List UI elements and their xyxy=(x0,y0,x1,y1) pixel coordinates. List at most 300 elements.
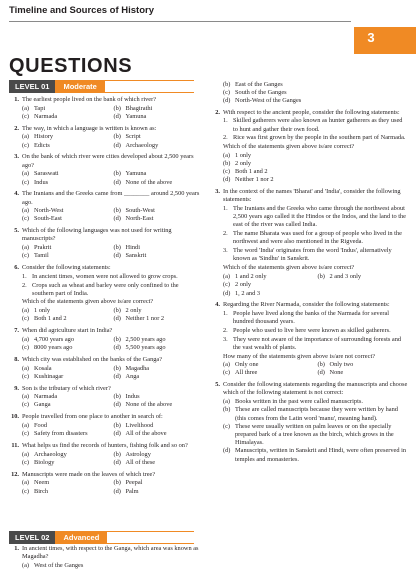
option-text: Hindi xyxy=(125,244,140,252)
page-number: 3 xyxy=(367,30,375,45)
option-letter: (b) xyxy=(317,361,325,369)
option-letter: (c) xyxy=(223,88,231,96)
option-text: Prakrit xyxy=(34,244,52,252)
statement-number: 1. xyxy=(223,310,228,318)
answer-option xyxy=(318,369,409,377)
question-item xyxy=(9,356,201,381)
option-letter: (b) xyxy=(113,104,121,112)
question-prompt: Which of the statements given above is/are correct? xyxy=(223,263,355,271)
question-item xyxy=(9,227,201,260)
question-item xyxy=(210,80,408,105)
answer-option xyxy=(114,113,202,121)
option-letter: (a) xyxy=(223,361,231,369)
option-letter: (b) xyxy=(113,335,121,343)
statement-number: 2. xyxy=(223,134,228,142)
option-text: East of the Ganges xyxy=(235,80,283,88)
answer-option xyxy=(114,336,202,344)
question-body xyxy=(22,96,201,121)
answer-option xyxy=(22,393,110,401)
option-text: 5,500 years ago xyxy=(125,344,166,352)
option-text: Only two xyxy=(329,361,354,369)
level-name: Moderate xyxy=(55,80,104,93)
answer-option xyxy=(22,244,110,252)
option-text: Ganga xyxy=(34,401,51,409)
options-grid xyxy=(22,207,201,223)
question-body xyxy=(223,109,408,185)
statement-item xyxy=(223,310,408,326)
answer-option xyxy=(114,105,202,113)
answer-option xyxy=(223,273,314,281)
option-text: Both 1 and 2 xyxy=(34,315,67,323)
question-item xyxy=(9,96,201,121)
level-label: LEVEL 02 xyxy=(9,531,55,544)
option-letter: (d) xyxy=(223,289,231,297)
answer-option xyxy=(22,562,201,570)
question-text: In ancient times, with respect to the Ganga, which area was known as Magadha? xyxy=(22,545,199,561)
answer-option xyxy=(114,488,202,496)
option-text: These were usually written on palm leaves or on the specially prepared bark of a tree known as the birch, which grows in the Himalayas. xyxy=(235,422,394,447)
option-text: 1 and 2 only xyxy=(235,272,267,280)
option-text: Both 1 and 2 xyxy=(235,168,268,176)
option-text: 2 only xyxy=(235,280,252,288)
statement-text: People have lived along the banks of the Narmada for several hundred thousand years. xyxy=(233,310,390,326)
option-letter: (b) xyxy=(317,272,325,280)
option-letter: (b) xyxy=(113,421,121,429)
option-letter: (b) xyxy=(113,393,121,401)
option-text: 2,500 years ago xyxy=(125,335,166,343)
statement-number: 3. xyxy=(223,247,228,255)
answer-option xyxy=(223,447,408,463)
options-grid xyxy=(223,361,408,377)
option-text: Food xyxy=(34,421,48,429)
question-number: 4. xyxy=(14,190,19,198)
option-text: Tamil xyxy=(34,252,49,260)
options-grid xyxy=(22,336,201,352)
option-letter: (a) xyxy=(22,393,30,401)
statement-text: In ancient times, women were not allowed to grow crops. xyxy=(32,272,178,280)
option-text: Saraswati xyxy=(34,170,59,178)
question-prompt: Which of the statements given above is/are correct? xyxy=(223,143,355,151)
option-text: South-West xyxy=(125,207,155,215)
answer-option xyxy=(22,142,110,150)
option-text: 2 and 3 only xyxy=(329,272,362,280)
option-text: Palm xyxy=(125,487,139,495)
answer-option xyxy=(22,459,110,467)
option-text: 1 only xyxy=(235,151,252,159)
question-item xyxy=(9,413,201,438)
level-rule xyxy=(105,80,194,93)
question-prompt: Which of the statements given above is/are correct? xyxy=(22,298,154,306)
answer-option xyxy=(114,393,202,401)
statement-item xyxy=(223,205,408,230)
option-letter: (b) xyxy=(113,170,121,178)
statement-text: Rice was first grown by the people in the southern part of Narmada. xyxy=(233,134,406,142)
section-title: QUESTIONS xyxy=(9,55,133,77)
option-text: Biology xyxy=(34,458,55,466)
options-grid xyxy=(22,451,201,467)
answer-option xyxy=(223,423,408,448)
question-item xyxy=(9,545,201,570)
answer-option xyxy=(223,89,408,97)
statement-number: 1. xyxy=(223,117,228,125)
option-letter: (d) xyxy=(113,252,121,260)
question-text: With respect to the ancient people, consider the following statements: xyxy=(223,108,400,116)
options-grid xyxy=(223,273,408,289)
answer-option xyxy=(114,215,202,223)
option-letter: (a) xyxy=(22,207,30,215)
question-body xyxy=(22,327,201,352)
question-body xyxy=(22,413,201,438)
option-letter: (c) xyxy=(22,372,30,380)
question-text: On the bank of which river were cities developed about 2,500 years ago? xyxy=(22,153,194,169)
option-letter: (c) xyxy=(223,280,231,288)
question-number: 12. xyxy=(11,470,19,478)
answer-option xyxy=(22,365,110,373)
options-list xyxy=(223,152,408,185)
option-text: Tapi xyxy=(34,104,46,112)
answer-option xyxy=(223,369,314,377)
question-body xyxy=(22,442,201,467)
question-item xyxy=(9,264,201,323)
option-letter: (a) xyxy=(223,398,231,406)
option-letter: (b) xyxy=(113,133,121,141)
statement-item xyxy=(22,282,201,298)
option-letter: (c) xyxy=(223,422,231,430)
option-text: Archaeology xyxy=(125,141,159,149)
question-item xyxy=(9,471,201,496)
answer-option xyxy=(114,430,202,438)
option-text: History xyxy=(34,133,54,141)
answer-option xyxy=(22,422,110,430)
option-text: West of the Ganges xyxy=(34,561,84,569)
answer-option xyxy=(318,273,409,281)
option-text: North-West of the Ganges xyxy=(235,96,302,104)
answer-option xyxy=(22,373,110,381)
answer-option xyxy=(22,430,110,438)
question-prompt: How many of the statements given above is/are not correct? xyxy=(223,352,376,360)
answer-option xyxy=(22,344,110,352)
question-item xyxy=(9,442,201,467)
option-letter: (d) xyxy=(223,96,231,104)
question-item xyxy=(210,381,408,464)
question-number: 5. xyxy=(14,227,19,235)
option-text: Yamuna xyxy=(125,112,147,120)
option-letter: (a) xyxy=(22,244,30,252)
answer-option xyxy=(223,152,408,160)
option-text: Narmada xyxy=(34,112,58,120)
option-text: Bhagirathi xyxy=(125,104,153,112)
question-text: Son is the tributary of which river? xyxy=(22,384,111,392)
answer-option xyxy=(22,336,110,344)
option-text: Edicts xyxy=(34,141,50,149)
question-text: Which of the following languages was not used for writing manuscripts? xyxy=(22,227,172,243)
question-item xyxy=(9,125,201,150)
option-letter: (c) xyxy=(22,252,30,260)
question-body xyxy=(22,356,201,381)
option-letter: (c) xyxy=(22,401,30,409)
option-letter: (c) xyxy=(22,344,30,352)
question-body xyxy=(22,545,201,570)
level-name: Advanced xyxy=(55,531,107,544)
option-text: 1 only xyxy=(34,307,51,315)
question-item xyxy=(210,301,408,377)
answer-option xyxy=(114,252,202,260)
question-text: Which city was established on the banks of the Ganga? xyxy=(22,355,163,363)
option-text: Magadha xyxy=(125,364,150,372)
option-text: Sanskrit xyxy=(125,252,147,260)
statement-item xyxy=(223,117,408,133)
answer-option xyxy=(22,113,110,121)
option-letter: (d) xyxy=(113,372,121,380)
answer-option xyxy=(22,133,110,141)
statement-item xyxy=(223,327,408,335)
answer-option xyxy=(22,170,110,178)
options-list xyxy=(223,81,408,106)
option-letter: (b) xyxy=(113,364,121,372)
question-item xyxy=(9,153,201,186)
question-number: 1. xyxy=(14,96,19,103)
option-letter: (c) xyxy=(223,369,231,377)
question-number: 2. xyxy=(215,108,220,116)
statement-text: The name Bharata was used for a group of people who lived in the northwest and were also mentioned in the Rigveda. xyxy=(233,230,402,246)
option-text: None of the above xyxy=(125,178,173,186)
question-body xyxy=(22,471,201,496)
answer-option xyxy=(22,451,110,459)
question-item xyxy=(9,385,201,410)
level-banner-1 xyxy=(9,80,194,93)
option-text: Safety from disasters xyxy=(34,430,88,438)
level-rule xyxy=(107,531,194,544)
answer-option xyxy=(114,373,202,381)
option-letter: (c) xyxy=(22,315,30,323)
statement-number: 1. xyxy=(223,205,228,213)
statement-text: Crops such as wheat and barley were only confined to the southern part of India. xyxy=(32,281,179,297)
option-letter: (d) xyxy=(113,141,121,149)
option-letter: (c) xyxy=(22,458,30,466)
answer-option xyxy=(22,252,110,260)
option-letter: (a) xyxy=(22,104,30,112)
question-text: In the context of the names 'Bharat' and 'India', consider the following statements: xyxy=(223,188,401,204)
answer-option xyxy=(22,401,110,409)
question-number: 4. xyxy=(215,301,220,309)
option-text: Neem xyxy=(34,479,50,487)
option-letter: (b) xyxy=(223,80,231,88)
option-text: Livelihood xyxy=(125,421,154,429)
question-item xyxy=(9,327,201,352)
option-letter: (a) xyxy=(22,307,30,315)
option-letter: (a) xyxy=(223,151,231,159)
question-text: Manuscripts were made on the leaves of which tree? xyxy=(22,470,156,478)
chapter-title: Timeline and Sources of History xyxy=(9,5,155,16)
question-text: The earliest people lived on the bank of which river? xyxy=(22,96,157,103)
question-body xyxy=(22,227,201,260)
statement-text: The Iranians and the Greeks who came through the northwest about 2,500 years ago called it the Hindos or the Indos, and the land to the east of the river was called India. xyxy=(233,205,407,229)
statement-number: 3. xyxy=(223,335,228,343)
answer-option xyxy=(223,81,408,89)
question-text: When did agriculture start in India? xyxy=(22,327,113,335)
answer-option xyxy=(22,105,110,113)
question-body xyxy=(223,80,408,105)
option-letter: (a) xyxy=(22,421,30,429)
level-banner-2 xyxy=(9,531,194,544)
option-text: North-East xyxy=(125,215,154,223)
option-letter: (a) xyxy=(22,561,30,569)
answer-option xyxy=(223,281,314,289)
answer-option xyxy=(114,422,202,430)
answer-option xyxy=(114,307,202,315)
question-body xyxy=(22,190,201,223)
option-letter: (d) xyxy=(113,315,121,323)
option-text: Peepal xyxy=(125,479,143,487)
statement-text: People who used to live here were known as skilled gatherers. xyxy=(233,326,391,334)
statement-number: 2. xyxy=(22,281,27,289)
answer-option xyxy=(114,207,202,215)
option-letter: (d) xyxy=(113,487,121,495)
question-item xyxy=(210,188,408,298)
answer-option xyxy=(22,179,110,187)
answer-option xyxy=(318,361,409,369)
option-letter: (c) xyxy=(223,168,231,176)
option-text: Narmada xyxy=(34,393,58,401)
answer-option xyxy=(114,179,202,187)
option-text: 1, 2 and 3 xyxy=(235,289,261,297)
answer-option xyxy=(223,97,408,105)
options-grid xyxy=(22,170,201,186)
options-grid xyxy=(22,133,201,149)
answer-option xyxy=(223,168,408,176)
question-text: Regarding the River Narmada, consider the following statements: xyxy=(223,301,390,309)
option-text: All three xyxy=(235,369,258,377)
statement-text: They were not aware of the importance of surrounding forests and the vast wealth of plants. xyxy=(233,335,402,351)
option-text: Kosala xyxy=(34,364,52,372)
answer-option xyxy=(114,459,202,467)
option-text: Birch xyxy=(34,487,49,495)
options-grid xyxy=(22,244,201,260)
left-column xyxy=(9,96,201,499)
option-letter: (a) xyxy=(22,133,30,141)
statement-item xyxy=(223,336,408,352)
option-text: Manuscripts, written in Sanskrit and Hindi, were often preserved in temples and monasteries. xyxy=(235,447,407,463)
option-text: Neither 1 nor 2 xyxy=(125,315,165,323)
option-letter: (d) xyxy=(223,447,231,455)
answer-option xyxy=(114,315,202,323)
option-letter: (b) xyxy=(113,450,121,458)
option-letter: (b) xyxy=(113,207,121,215)
header-rule xyxy=(9,21,351,22)
options-list xyxy=(223,290,408,298)
option-text: 8000 years ago xyxy=(34,344,73,352)
question-body xyxy=(22,125,201,150)
option-text: None of the above xyxy=(125,401,173,409)
answer-option xyxy=(114,133,202,141)
question-number: 8. xyxy=(14,355,19,363)
answer-option xyxy=(223,290,408,298)
answer-option xyxy=(22,207,110,215)
option-letter: (c) xyxy=(22,112,30,120)
option-letter: (c) xyxy=(22,141,30,149)
question-text: What helps us find the records of hunters, fishing folk and so on? xyxy=(22,441,188,449)
option-letter: (c) xyxy=(22,487,30,495)
answer-option xyxy=(22,488,110,496)
question-number: 5. xyxy=(215,381,220,389)
option-letter: (b) xyxy=(223,406,231,414)
statement-number: 2. xyxy=(223,326,228,334)
option-letter: (a) xyxy=(22,450,30,458)
statement-number: 2. xyxy=(223,230,228,238)
question-text: Consider the following statements: xyxy=(22,264,111,272)
option-text: Indus xyxy=(34,178,49,186)
answer-option xyxy=(223,406,408,422)
option-letter: (d) xyxy=(223,176,231,184)
option-text: Books written in the past were called manuscripts. xyxy=(235,398,363,406)
answer-option xyxy=(223,361,314,369)
option-letter: (d) xyxy=(113,344,121,352)
option-letter: (a) xyxy=(223,272,231,280)
option-letter: (d) xyxy=(317,369,325,377)
answer-option xyxy=(114,451,202,459)
answer-option xyxy=(223,160,408,168)
answer-option xyxy=(114,344,202,352)
option-letter: (c) xyxy=(22,178,30,186)
option-letter: (d) xyxy=(113,458,121,466)
question-number: 10. xyxy=(11,413,19,421)
option-letter: (a) xyxy=(22,335,30,343)
option-letter: (d) xyxy=(113,178,121,186)
question-body xyxy=(223,301,408,377)
answer-option xyxy=(22,307,110,315)
question-number: 3. xyxy=(215,188,220,196)
options-grid xyxy=(22,105,201,121)
option-text: Astrology xyxy=(125,450,151,458)
option-text: Anga xyxy=(125,372,140,380)
statement-item xyxy=(223,247,408,263)
question-item xyxy=(9,190,201,223)
statement-number: 1. xyxy=(22,272,27,280)
option-text: Only one xyxy=(235,361,259,369)
page-number-tab xyxy=(354,27,416,54)
options-grid xyxy=(22,422,201,438)
option-text: All of these xyxy=(125,458,156,466)
statement-item xyxy=(223,134,408,142)
option-text: 2 only xyxy=(235,159,252,167)
question-text: The Iranians and the Greeks came from ________ around 2,500 years ago. xyxy=(22,190,200,206)
option-text: Script xyxy=(125,133,141,141)
options-grid xyxy=(22,393,201,409)
option-letter: (b) xyxy=(223,159,231,167)
option-text: South-East xyxy=(34,215,62,223)
question-number: 2. xyxy=(14,124,19,132)
option-text: Indus xyxy=(125,393,140,401)
question-number: 6. xyxy=(14,264,19,272)
statement-item xyxy=(22,273,201,281)
option-letter: (b) xyxy=(113,307,121,315)
option-text: Neither 1 nor 2 xyxy=(235,176,274,184)
question-text: People travelled from one place to another in search of: xyxy=(22,413,163,421)
right-column xyxy=(210,80,408,467)
option-letter: (a) xyxy=(22,170,30,178)
question-item xyxy=(210,109,408,185)
question-body xyxy=(22,264,201,323)
option-letter: (d) xyxy=(113,215,121,223)
answer-option xyxy=(223,176,408,184)
option-letter: (a) xyxy=(22,364,30,372)
option-letter: (c) xyxy=(22,430,30,438)
question-number: 9. xyxy=(14,384,19,392)
option-text: South of the Ganges xyxy=(235,88,287,96)
option-text: These are called manuscripts because they were written by hand (this comes from the Latin word 'manu', meaning hand). xyxy=(235,406,398,422)
question-body xyxy=(223,381,408,464)
option-text: Archaeology xyxy=(34,450,67,458)
